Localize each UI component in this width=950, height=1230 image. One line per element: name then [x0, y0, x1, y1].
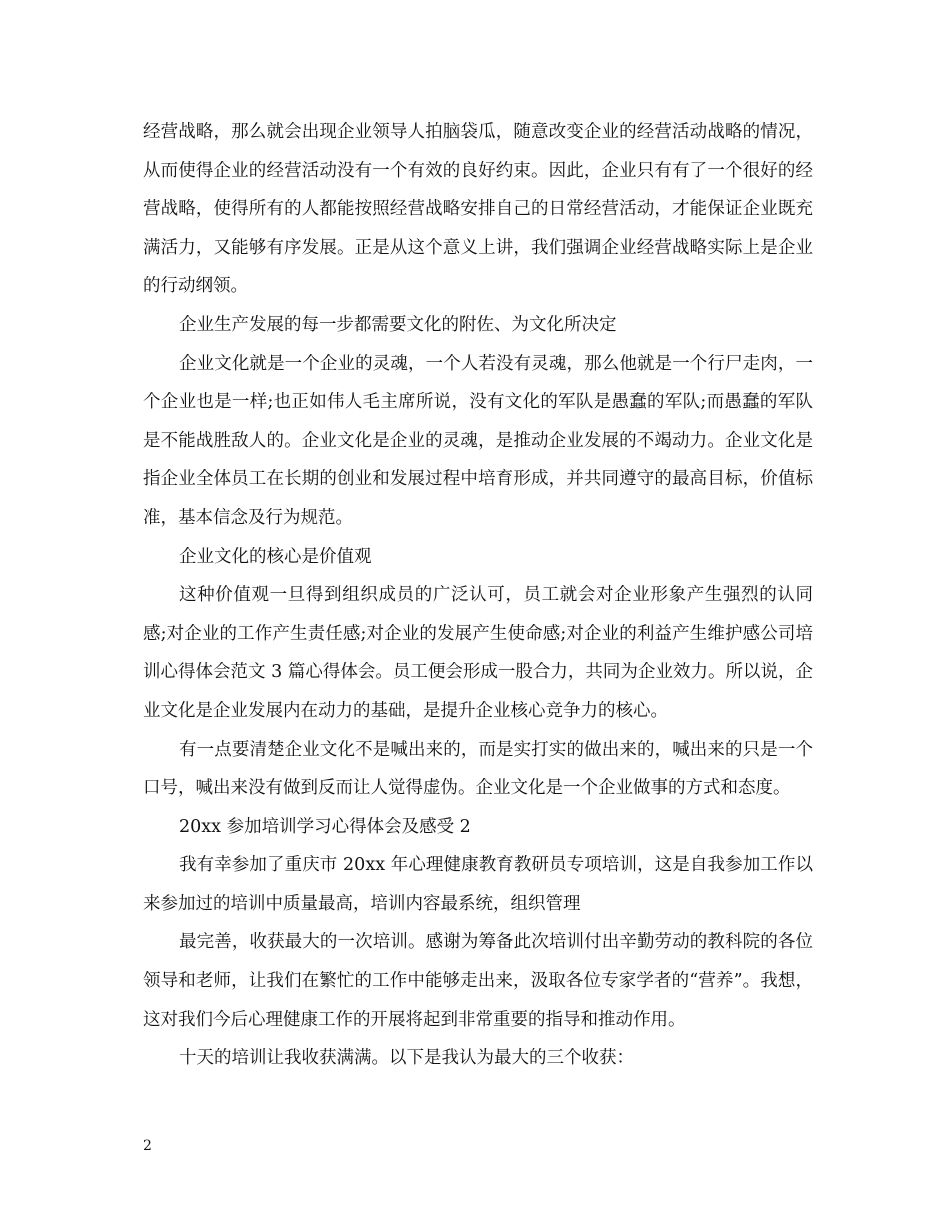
- paragraph-values: 这种价值观一旦得到组织成员的广泛认可，员工就会对企业形象产生强烈的认同感;对企业的工作产生责任感;对企业的发展产生使命感;对企业的利益产生维护感公司培训心得体会范文 3 篇心得体会。员工便会形成一股合力，共同为企业效力。所以说，企业文化是企业发展内在动力的基础，是提升企业核心竞争力的核心。: [143, 585, 813, 721]
- paragraph-culture-soul: 企业文化就是一个企业的灵魂，一个人若没有灵魂，那么他就是一个行尸走肉，一个企业也是一样;也正如伟人毛主席所说，没有文化的军队是愚蠢的军队;而愚蠢的军队是不能战胜敌人的。企业文化是企业的灵魂，是推动企业发展的不竭动力。企业文化是指企业全体员工在长期的创业和发展过程中培育形成，并共同遵守的最高目标，价值标准，基本信念及行为规范。: [143, 353, 813, 528]
- paragraph-training-thanks: 最完善，收获最大的一次培训。感谢为筹备此次培训付出辛勤劳动的教科院的各位领导和老师，让我们在繁忙的工作中能够走出来，汲取各位专家学者的“营养”。我想，这对我们今后心理健康工作的开展将起到非常重要的指导和推动作用。: [143, 932, 813, 1030]
- paragraph-culture-action: 有一点要清楚企业文化不是喊出来的，而是实打实的做出来的，喊出来的只是一个口号，喊出来没有做到反而让人觉得虚伪。企业文化是一个企业做事的方式和态度。: [143, 739, 813, 799]
- paragraph-continuation: 经营战略，那么就会出现企业领导人拍脑袋瓜，随意改变企业的经营活动战略的情况，从而使得企业的经营活动没有一个有效的良好约束。因此，企业只有有了一个很好的经营战略，使得所有的人都能按照经营战略安排自己的日常经营活动，才能保证企业既充满活力，又能够有序发展。正是从这个意义上讲，我们强调企业经营战略实际上是企业的行动纲领。: [143, 122, 813, 297]
- paragraph-section-title: 20xx 参加培训学习心得体会及感受 2: [179, 816, 471, 837]
- document-body: [143, 113, 813, 1078]
- paragraph-training-intro: 我有幸参加了重庆市 20xx 年心理健康教育教研员专项培训，这是自我参加工作以来参加过的培训中质量最高，培训内容最系统，组织管理: [143, 855, 813, 914]
- paragraph-heading-culture-decides: 企业生产发展的每一步都需要文化的附佐、为文化所决定: [179, 314, 617, 335]
- paragraph-harvest: 十天的培训让我收获满满。以下是我认为最大的三个收获：: [179, 1048, 634, 1069]
- paragraph-heading-core-values: 企业文化的核心是价值观: [179, 546, 372, 567]
- page-number: 2: [143, 1138, 152, 1154]
